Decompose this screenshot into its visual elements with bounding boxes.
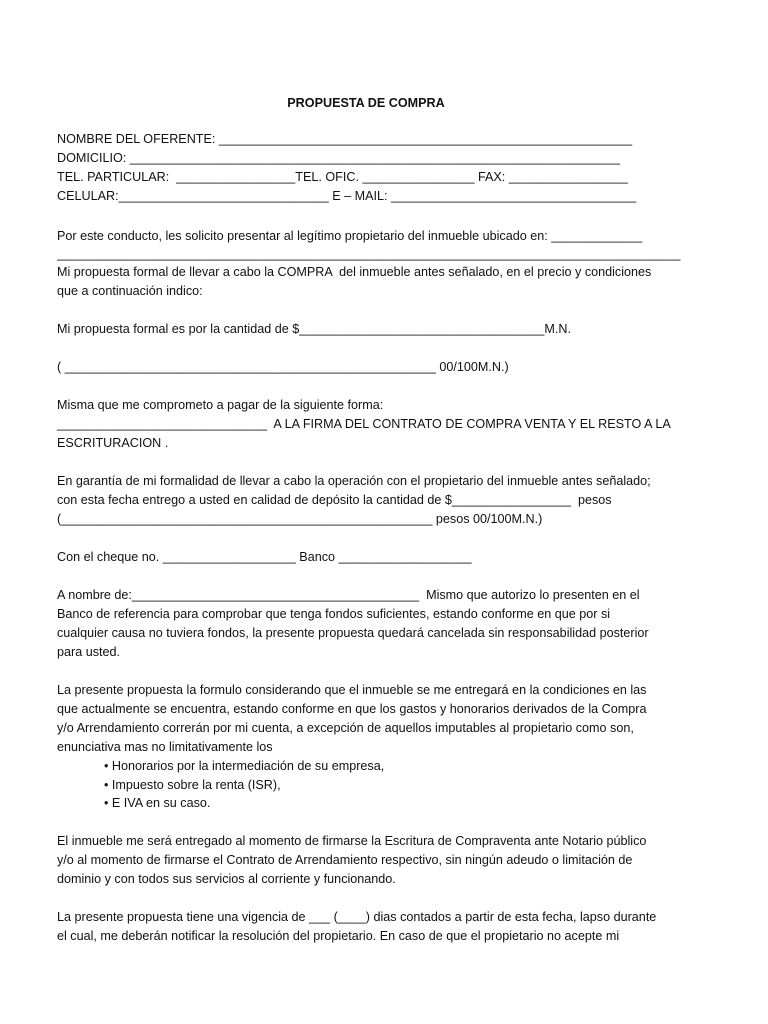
paragraph-propuesta-line2: que a continuación indico:: [57, 284, 203, 298]
paragraph-condiciones-line1: La presente propuesta la formulo considerando que el inmueble se me entregará en la condiciones en las: [57, 683, 647, 697]
field-celular-email: CELULAR:______________________________ E – MAIL: ___________________________________: [57, 189, 637, 203]
paragraph-entrega-line2: y/o al momento de firmarse el Contrato de Arrendamiento respectivo, sin ningún adeudo o limitación de: [57, 853, 633, 867]
paragraph-nombre-line3: cualquier causa no tuviera fondos, la presente propuesta quedará cancelada sin responsabilidad posterior: [57, 626, 649, 640]
paragraph-cantidad: Mi propuesta formal es por la cantidad de $___________________________________M.N.: [57, 322, 571, 336]
field-nombre-oferente: NOMBRE DEL OFERENTE: ___________________________________________________________: [57, 132, 633, 146]
paragraph-entrega-line3: dominio y con todos sus servicios al corriente y funcionando.: [57, 872, 396, 886]
paragraph-garantia-line1: En garantía de mi formalidad de llevar a cabo la operación con el propietario del inmueble antes señalado;: [57, 474, 651, 488]
field-telefonos: TEL. PARTICULAR: _________________TEL. OFIC. ________________ FAX: _________________: [57, 170, 628, 184]
paragraph-nombre-line4: para usted.: [57, 645, 121, 659]
paragraph-cantidad-letra: ( _____________________________________________________ 00/100M.N.): [57, 360, 509, 374]
paragraph-vigencia-line2: el cual, me deberán notificar la resolución del propietario. En caso de que el propietario no acepte mi: [57, 929, 620, 943]
paragraph-forma-pago-line2: ______________________________ A LA FIRMA DEL CONTRATO DE COMPRA VENTA Y EL RESTO A LA: [57, 417, 671, 431]
bullet-list: [104, 757, 704, 813]
paragraph-entrega-line1: El inmueble me será entregado al momento de firmarse la Escritura de Compraventa ante Notario público: [57, 834, 647, 848]
list-item: • E IVA en su caso.: [104, 796, 211, 811]
paragraph-garantia-line3: (_____________________________________________________ pesos 00/100M.N.): [57, 512, 543, 526]
paragraph-ubicacion-line2: _________________________________________________________________________________________: [57, 247, 681, 261]
paragraph-condiciones-line3: y/o Arrendamiento correrán por mi cuenta, a excepción de aquellos imputables al propietario como son,: [57, 721, 634, 735]
paragraph-ubicacion-line1: Por este conducto, les solicito presentar al legítimo propietario del inmueble ubicado en: _____________: [57, 229, 643, 243]
paragraph-propuesta-line1: Mi propuesta formal de llevar a cabo la COMPRA del inmueble antes señalado, en el precio y condiciones: [57, 265, 652, 279]
document-title: PROPUESTA DE COMPRA: [287, 96, 445, 110]
paragraph-vigencia-line1: La presente propuesta tiene una vigencia de ___ (____) dias contados a partir de esta fecha, lapso durante: [57, 910, 657, 924]
paragraph-nombre-line2: Banco de referencia para comprobar que tenga fondos suficientes, estando conforme en que por si: [57, 607, 611, 621]
paragraph-condiciones-line2: que actualmente se encuentra, estando conforme en que los gastos y honorarios derivados de la Compra: [57, 702, 647, 716]
paragraph-forma-pago-line1: Misma que me comprometo a pagar de la siguiente forma:: [57, 398, 384, 412]
paragraph-garantia-line2: con esta fecha entrego a usted en calidad de depósito la cantidad de $_________________ pesos: [57, 493, 612, 507]
list-item: • Honorarios por la intermediación de su empresa,: [104, 759, 385, 773]
paragraph-cheque: Con el cheque no. ___________________ Banco ___________________: [57, 550, 472, 564]
paragraph-forma-pago-line3: ESCRITURACION .: [57, 436, 169, 450]
field-domicilio: DOMICILIO: ______________________________________________________________________: [57, 151, 621, 165]
paragraph-condiciones-line4: enunciativa mas no limitativamente los: [57, 740, 273, 754]
list-item: • Impuesto sobre la renta (ISR),: [104, 777, 281, 792]
paragraph-nombre-line1: A nombre de:_________________________________________ Mismo que autorizo lo presenten en el: [57, 588, 640, 602]
